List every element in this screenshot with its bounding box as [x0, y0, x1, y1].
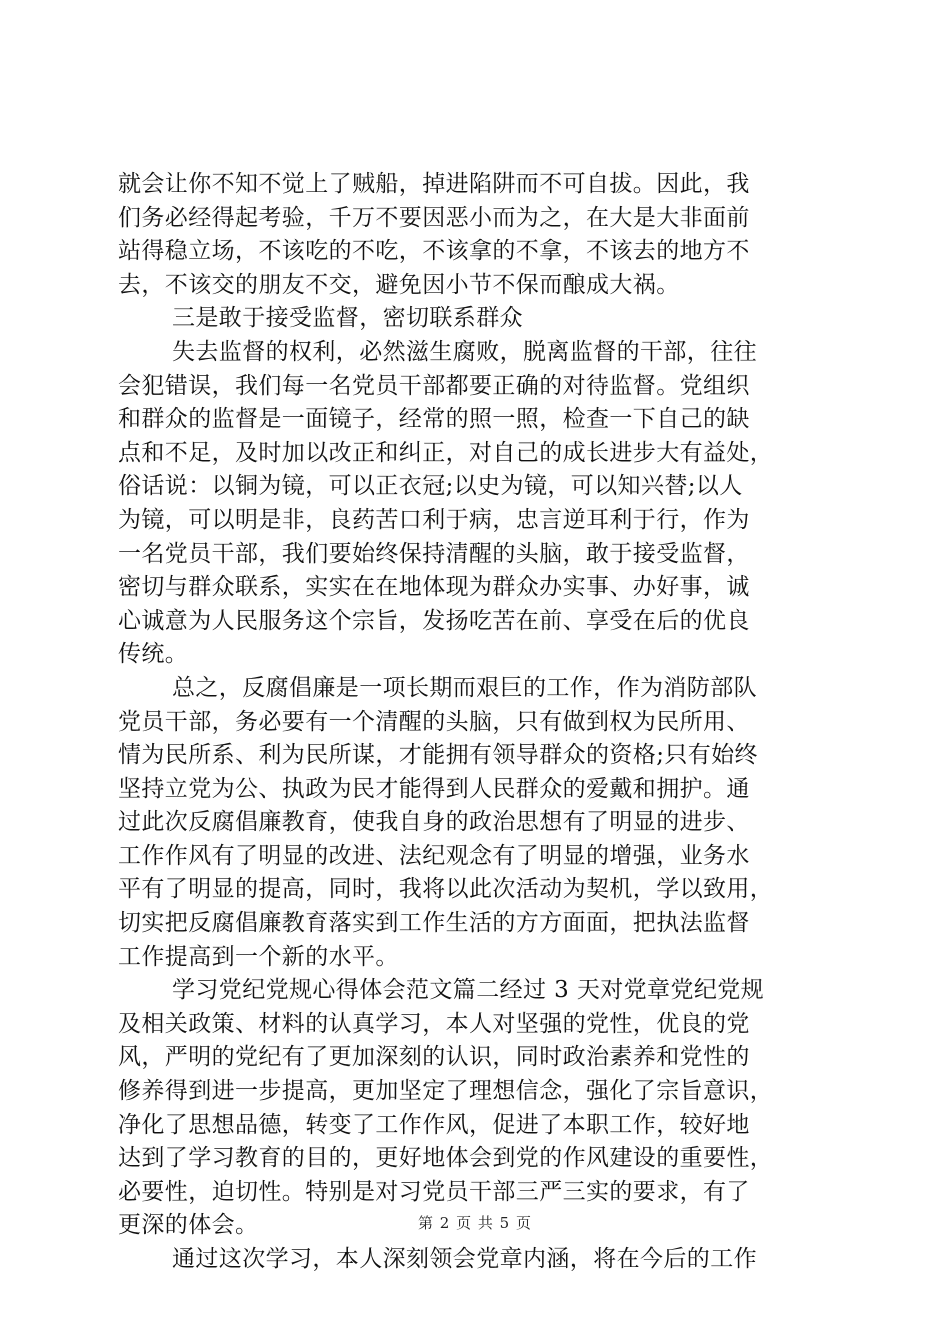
text-line: 党员干部，务必要有一个清醒的头脑，只有做到权为民所用、	[118, 708, 750, 735]
text-line: 一名党员干部，我们要始终保持清醒的头脑，敢于接受监督，	[118, 540, 750, 567]
text-line: 情为民所系、利为民所谋，才能拥有领导群众的资格;只有始终	[118, 742, 758, 769]
text-line: 传统。	[118, 641, 189, 668]
text-line: 点和不足，及时加以改正和纠正，对自己的成长进步大有益处，	[118, 439, 774, 466]
page-footer: 第 2 页 共 5 页	[418, 1214, 532, 1232]
text-line: 更深的体会。	[118, 1212, 259, 1239]
text-line: 及相关政策、材料的认真学习，本人对坚强的党性，优良的党	[118, 1010, 750, 1037]
text-line: 工作作风有了明显的改进、法纪观念有了明显的增强，业务水	[118, 842, 750, 869]
text-line: 切实把反腐倡廉教育落实到工作生活的方方面面，把执法监督	[118, 910, 750, 937]
text-line: 为镜，可以明是非，良药苦口利于病，忠言逆耳利于行，作为	[118, 506, 750, 533]
text-line: 心诚意为人民服务这个宗旨，发扬吃苦在前、享受在后的优良	[118, 607, 750, 634]
text-line: 三是敢于接受监督，密切联系群众	[172, 305, 523, 332]
text-line: 站得稳立场，不该吃的不吃，不该拿的不拿，不该去的地方不	[118, 238, 750, 265]
text-line: 风，严明的党纪有了更加深刻的认识，同时政治素养和党性的	[118, 1044, 750, 1071]
text-line: 失去监督的权利，必然滋生腐败，脱离监督的干部，往往	[172, 338, 757, 365]
text-line: 学习党纪党规心得体会范文篇二经过 3 天对党章党纪党规	[172, 977, 765, 1004]
text-line: 和群众的监督是一面镜子，经常的照一照，检查一下自己的缺	[118, 406, 750, 433]
text-line: 去，不该交的朋友不交，避免因小节不保而酿成大祸。	[118, 271, 680, 298]
text-line: 工作提高到一个新的水平。	[118, 943, 399, 970]
text-line: 就会让你不知不觉上了贼船，掉进陷阱而不可自拔。因此，我	[118, 171, 750, 197]
text-line: 俗话说：以铜为镜，可以正衣冠;以史为镜，可以知兴替;以人	[118, 473, 743, 500]
text-line: 达到了学习教育的目的，更好地体会到党的作风建设的重要性，	[118, 1145, 774, 1172]
text-line: 们务必经得起考验，千万不要因恶小而为之，在大是大非面前	[118, 204, 750, 231]
text-line: 平有了明显的提高，同时，我将以此次活动为契机，学以致用，	[118, 876, 774, 903]
text-line: 会犯错误，我们每一名党员干部都要正确的对待监督。党组织	[118, 372, 750, 399]
text-line: 密切与群众联系，实实在在地体现为群众办实事、办好事，诚	[118, 574, 750, 601]
text-line: 通过这次学习，本人深刻领会党章内涵，将在今后的工作	[172, 1246, 757, 1272]
text-line: 总之，反腐倡廉是一项长期而艰巨的工作，作为消防部队	[172, 674, 757, 701]
text-line: 修养得到进一步提高，更加坚定了理想信念，强化了宗旨意识，	[118, 1078, 774, 1105]
document-body	[118, 168, 838, 1277]
text-line: 坚持立党为公、执政为民才能得到人民群众的爱戴和拥护。通	[118, 775, 750, 802]
text-line: 过此次反腐倡廉教育，使我自身的政治思想有了明显的进步、	[118, 809, 750, 836]
text-line: 净化了思想品德，转变了工作作风，促进了本职工作，较好地	[118, 1111, 750, 1138]
text-line: 必要性，迫切性。特别是对习党员干部三严三实的要求，有了	[118, 1178, 750, 1205]
